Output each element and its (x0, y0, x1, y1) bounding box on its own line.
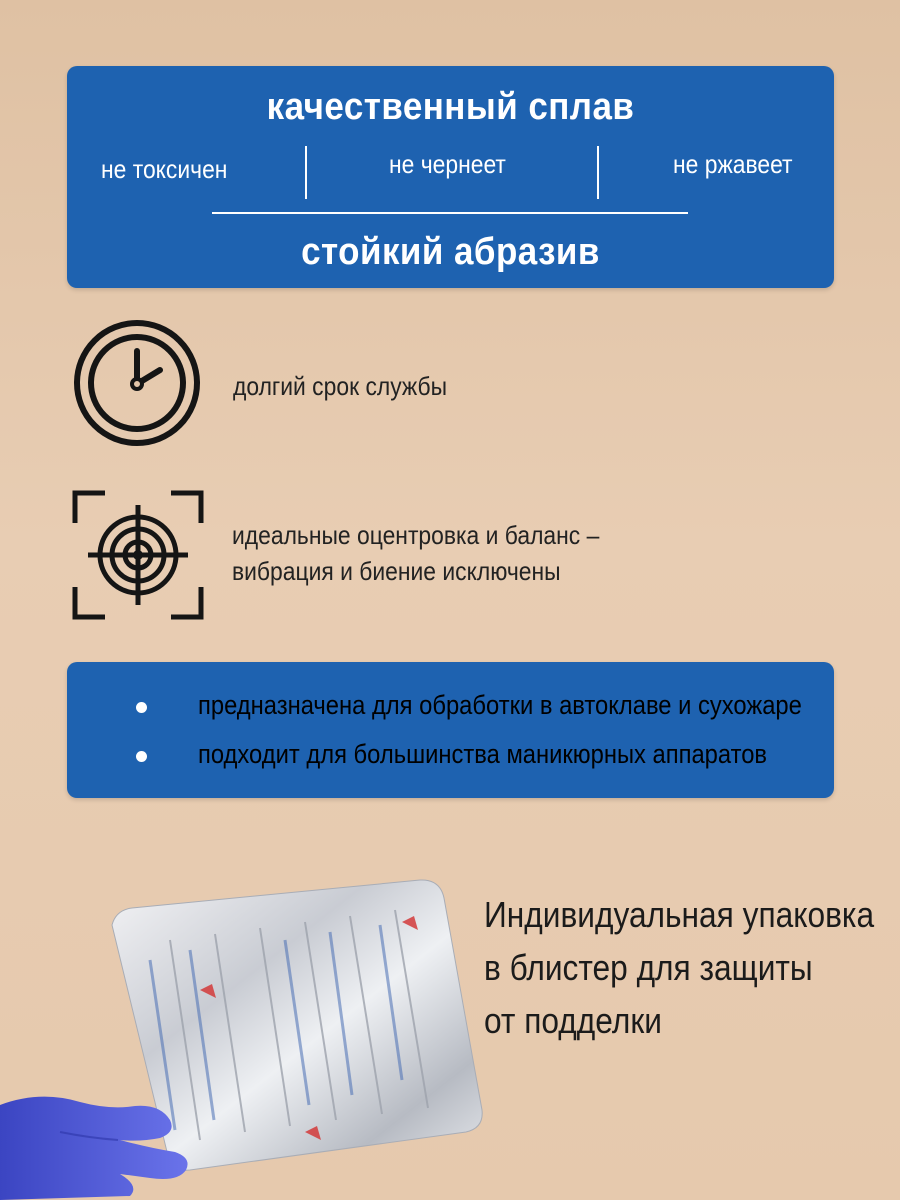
bullet-text: предназначена для обработки в автоклаве и сухожаре (198, 690, 802, 720)
alloy-headline: качественный сплав (266, 86, 635, 128)
target-icon (72, 490, 204, 620)
divider (305, 146, 307, 199)
divider (597, 146, 599, 199)
bullet-text: подходит для большинства маникюрных аппаратов (198, 739, 768, 769)
packaging-text: Индивидуальная упаковка в блистер для защиты от подделки (484, 894, 875, 1041)
horizontal-divider (212, 212, 688, 214)
balance-text: идеальные оцентровка и баланс – вибрация и биение исключены (232, 520, 600, 586)
clock-icon (72, 318, 202, 448)
feature-no-blackening: не чернеет (389, 149, 506, 179)
feature-rust-proof: не ржавеет (673, 149, 793, 179)
blister-pack-image (0, 870, 490, 1200)
service-life-text: долгий срок службы (233, 371, 448, 401)
abrasive-headline: стойкий абразив (301, 231, 600, 273)
usage-info-panel (67, 662, 834, 798)
feature-non-toxic: не токсичен (101, 154, 228, 184)
bullet-icon (136, 702, 147, 713)
bullet-icon (136, 751, 147, 762)
top-info-panel (67, 66, 834, 288)
